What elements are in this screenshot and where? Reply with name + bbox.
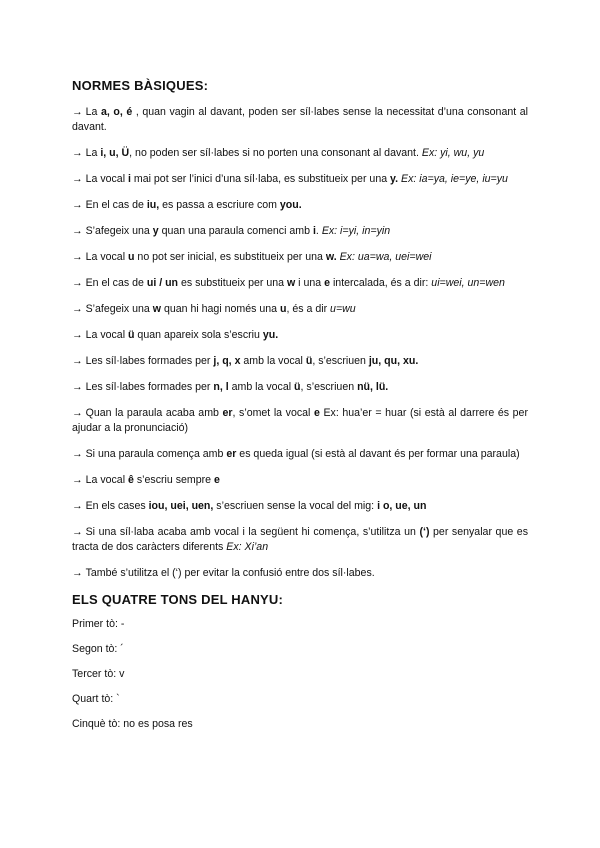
rule-item [72,354,528,369]
rule-emphasis: ê [128,474,134,486]
rule-item [72,224,528,239]
rule-emphasis: w [152,303,161,315]
rule-emphasis: ü [294,381,301,393]
rule-emphasis: e [313,407,320,419]
rule-example: ui=wei, un=wen [431,277,505,289]
rule-text: La [85,147,101,159]
rule-text: En el cas de [85,199,147,211]
rule-item [72,250,528,265]
rule-text: Quan la paraula acaba amb [85,407,223,419]
rule-emphasis: ju, qu, xu. [368,355,419,367]
arrow-icon: → [72,147,83,159]
rule-text: Ex: hua’er = huar (si està al darrere és per ajudar a la pronunciació) [72,407,528,434]
rule-text: s’escriu sempre [133,474,214,486]
rule-item [72,473,528,488]
arrow-icon: → [72,567,83,579]
tone-item: Primer tò: - [72,618,125,630]
rule-emphasis: w [286,277,296,289]
rule-example: Ex: i=yi, in=yin [321,225,391,237]
rule-text: quan hi hagi només una [161,303,280,315]
arrow-icon: → [72,355,83,367]
rule-emphasis: i, u, Ü [100,147,130,159]
rule-text: . [315,225,322,237]
rule-emphasis: j, q, x [213,355,241,367]
rule-text: no pot ser inicial, es substitueix per una [134,251,326,263]
rule-text: La vocal [85,329,128,341]
arrow-icon: → [72,329,83,341]
rule-item [72,302,528,317]
rule-item [72,172,528,187]
rule-item [72,499,528,514]
arrow-icon: → [72,474,83,486]
rule-text: per senyalar que es tracta de dos caràcters diferents [72,526,528,553]
rule-text: La [85,106,101,118]
rule-text: amb la vocal [240,355,306,367]
rule-text: , quan vagin al davant, poden ser síl·labes sense la necessitat d’una consonant al davant. [72,106,528,133]
arrow-icon: → [72,277,83,289]
arrow-icon: → [72,526,83,538]
rule-text: es queda igual (si està al davant és per formar una paraula) [236,448,520,460]
rule-emphasis: i [312,225,316,237]
rule-text: S’afegeix una [85,225,153,237]
rule-text: Les síl·labes formades per [85,355,214,367]
rule-text: Si una paraula comença amb [85,448,227,460]
rule-text: La vocal [85,173,128,185]
arrow-icon: → [72,381,83,393]
rule-text: quan apareix sola s’escriu [134,329,263,341]
arrow-icon: → [72,225,83,237]
rule-text: La vocal [85,251,128,263]
tone-item: Quart tò: ` [72,693,120,705]
rule-emphasis: u [279,303,287,315]
rule-item [72,380,528,395]
arrow-icon: → [72,448,83,460]
rule-text: , és a dir [286,303,331,315]
rules-list [72,105,528,581]
rule-emphasis: ui / un [146,277,179,289]
rule-text: quan una paraula comenci amb [158,225,313,237]
rule-text: Si una síl·laba acaba amb vocal i la següent hi comença, s’utilitza un [85,526,420,538]
rule-item [72,276,528,291]
rule-text: En el cas de [85,277,147,289]
arrow-icon: → [72,407,83,419]
rule-emphasis: yu. [262,329,279,341]
rules-heading: NORMES BÀSIQUES: [72,78,209,93]
tone-item: Tercer tò: v [72,668,125,680]
rule-text: , no poden ser síl·labes si no porten una consonant al davant. [129,147,422,159]
rule-item [72,406,528,436]
rule-emphasis: n, l [213,381,229,393]
rule-emphasis: you. [279,199,302,211]
rule-text: , s’escriuen [300,381,358,393]
rule-item [72,328,528,343]
rule-item [72,198,528,213]
rule-emphasis: i [128,173,131,185]
rule-text: La vocal [85,474,128,486]
tones-heading: ELS QUATRE TONS DEL HANYU: [72,592,284,607]
rule-item [72,105,528,135]
rule-text: amb la vocal [228,381,295,393]
rule-text: S’afegeix una [85,303,153,315]
document-page [72,78,528,742]
tone-item: Cinquè tò: no es posa res [72,718,193,730]
rule-emphasis: y. [390,173,399,185]
arrow-icon: → [72,173,83,185]
rule-text: En els cases [85,500,149,512]
rule-text: i una [295,277,325,289]
rule-text: mai pot ser l’inici d’una síl·laba, es substitueix per una [130,173,391,185]
rule-emphasis: iu, [146,199,160,211]
rule-text: s’escriuen sense la vocal del mig: [213,500,378,512]
arrow-icon: → [72,199,83,211]
rule-emphasis: iou, uei, uen, [148,500,214,512]
rule-text: es passa a escriure com [159,199,280,211]
rule-emphasis: ü [305,355,313,367]
rule-example: Ex: yi, wu, yu [421,147,485,159]
rule-text: intercalada, és a dir: [330,277,432,289]
rule-emphasis: er [226,448,237,460]
rule-example: Ex: Xi’an [226,541,269,553]
rule-emphasis: ü [128,329,135,341]
rule-item [72,146,528,161]
rule-text: També s’utilitza el (‘) per evitar la confusió entre dos síl·labes. [85,567,375,579]
rule-emphasis: e [213,474,220,486]
rule-item [72,525,528,555]
rule-example: Ex: ia=ya, ie=ye, iu=yu [398,173,508,185]
rule-emphasis: e [324,277,330,289]
arrow-icon: → [72,106,83,118]
rule-emphasis: u [128,251,135,263]
rule-emphasis: nü, lü. [357,381,389,393]
rule-item [72,566,528,581]
rule-emphasis: a, o, é [100,106,133,118]
rule-emphasis: er [222,407,233,419]
arrow-icon: → [72,303,83,315]
tone-item: Segon tò: ´ [72,643,124,655]
rule-emphasis: i o, ue, un [377,500,427,512]
arrow-icon: → [72,500,83,512]
rule-emphasis: (‘) [419,526,430,538]
rule-item [72,447,528,462]
rule-example: Ex: ua=wa, uei=wei [336,251,432,263]
rule-emphasis: w. [325,251,337,263]
rule-text: es substitueix per una [178,277,287,289]
rule-emphasis: y [152,225,159,237]
rule-text: , s’omet la vocal [232,407,314,419]
rule-text: , s’escriuen [312,355,369,367]
arrow-icon: → [72,251,83,263]
rule-example: u=wu [330,303,356,315]
tones-list [72,617,528,731]
rule-text: Les síl·labes formades per [85,381,214,393]
